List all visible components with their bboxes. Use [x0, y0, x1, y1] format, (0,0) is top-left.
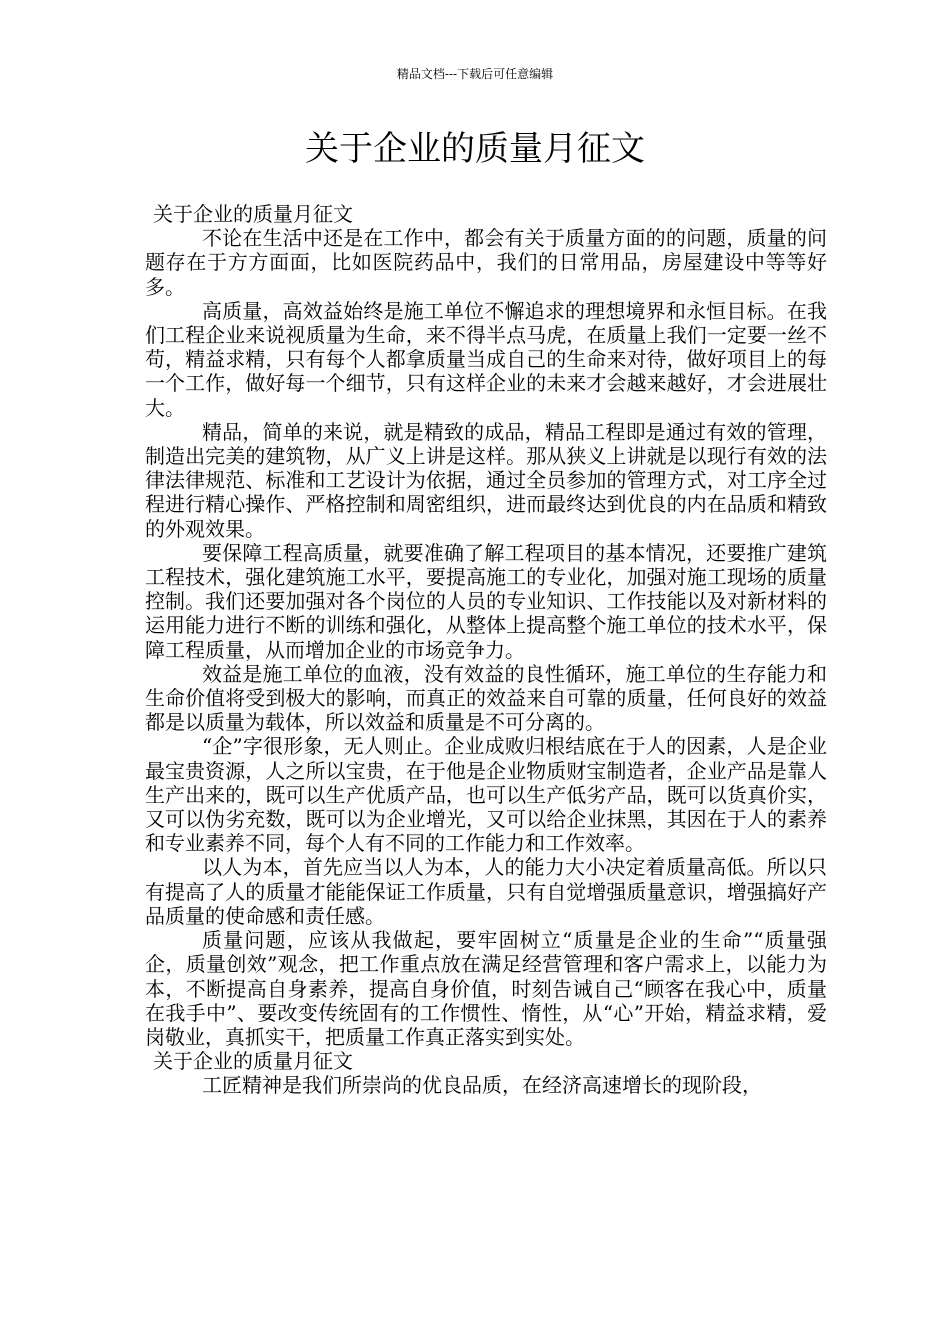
document-body [145, 202, 827, 1098]
body-paragraph: 以人为本，首先应当以人为本，人的能力大小决定着质量高低。所以只有提高了人的质量才能能保证工作质量，只有自觉增强质量意识，增强搞好产品质量的使命感和责任感。 [145, 855, 827, 928]
header-note: 精品文档---下载后可任意编辑 [396, 67, 554, 81]
body-paragraph: “企”字很形象，无人则止。企业成败归根结底在于人的因素，人是企业最宝贵资源，人之所以宝贵，在于他是企业物质财宝制造者，企业产品是靠人生产出来的，既可以生产优质产品，也可以生产低劣产品，既可以货真价实，又可以伪劣充数，既可以为企业增光，又可以给企业抹黑，其因在于人的素养和专业素养不同，每个人有不同的工作能力和工作效率。 [145, 734, 827, 856]
section-subhead: 关于企业的质量月征文 [153, 1049, 353, 1074]
body-paragraph: 精品，简单的来说，就是精致的成品，精品工程即是通过有效的管理，制造出完美的建筑物，从广义上讲是这样。那从狭义上讲就是以现行有效的法律法律规范、标准和工艺设计为依据，通过全员参加的管理方式，对工序全过程进行精心操作、严格控制和周密组织，进而最终达到优良的内在品质和精致的外观效果。 [145, 419, 827, 541]
section-subhead: 关于企业的质量月征文 [153, 202, 353, 226]
body-paragraph: 工匠精神是我们所崇尚的优良品质，在经济高速增长的现阶段， [202, 1073, 762, 1098]
body-paragraph: 不论在生活中还是在工作中，都会有关于质量方面的的问题，质量的问题存在于方方面面，比如医院药品中，我们的日常用品，房屋建设中等等好多。 [145, 226, 827, 299]
body-paragraph: 要保障工程高质量，就要准确了解工程项目的基本情况，还要推广建筑工程技术，强化建筑施工水平，要提高施工的专业化，加强对施工现场的质量控制。我们还要加强对各个岗位的人员的专业知识、工作技能以及对新材料的运用能力进行不断的训练和强化，从整体上提高整个施工单位的技术水平，保障工程质量，从而增加企业的市场竞争力。 [145, 540, 827, 662]
body-paragraph: 效益是施工单位的血液，没有效益的良性循环，施工单位的生存能力和生命价值将受到极大的影响，而真正的效益来自可靠的质量，任何良好的效益都是以质量为载体，所以效益和质量是不可分离的。 [145, 661, 827, 735]
body-paragraph: 高质量，高效益始终是施工单位不懈追求的理想境界和永恒目标。在我们工程企业来说视质量为生命，来不得半点马虎，在质量上我们一定要一丝不苟，精益求精，只有每个人都拿质量当成自己的生命来对待，做好项目上的每一个工作，做好每一个细节，只有这样企业的未来才会越来越好，才会进展壮大。 [145, 298, 827, 420]
body-paragraph: 质量问题，应该从我做起，要牢固树立“质量是企业的生命”“质量强企，质量创效”观念，把工作重点放在满足经营管理和客户需求上，以能力为本，不断提高自身素养，提高自身价值，时刻告诫自己“顾客在我心中，质量在我手中”、要改变传统固有的工作惯性、惰性，从“心”开始，精益求精，爱岗敬业，真抓实干，把质量工作真正落实到实处。 [145, 928, 827, 1049]
document-title: 关于企业的质量月征文 [305, 129, 645, 169]
